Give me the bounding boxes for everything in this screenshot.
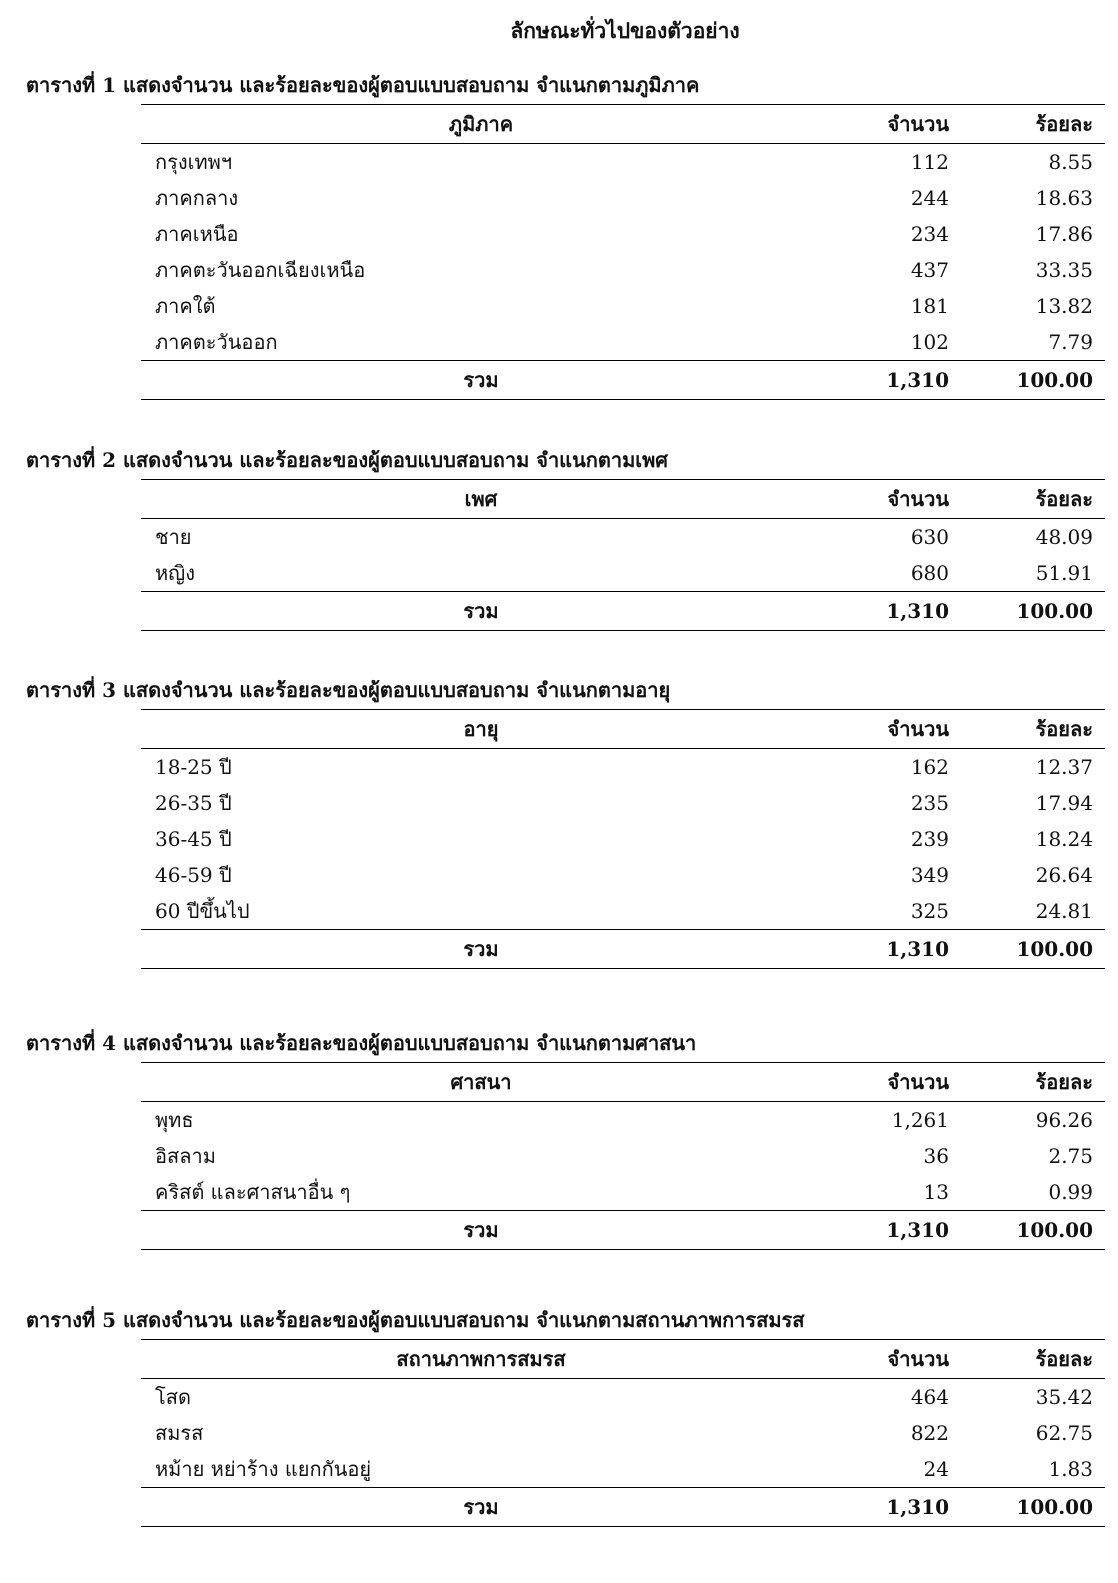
row-percent: 7.79 [1048,330,1093,354]
row-count: 464 [910,1385,949,1409]
table-row [141,821,1105,857]
row-label: ภาคตะวันออกเฉียงเหนือ [155,258,366,282]
table-row [141,555,1105,591]
table-caption: ตารางที่ 5 แสดงจำนวน และร้อยละของผู้ตอบแบบสอบถาม จำแนกตามสถานภาพการสมรส [26,1308,805,1332]
column-header-category: เพศ [464,487,498,511]
table-header-row [141,105,1105,144]
table-header-row [141,480,1105,519]
page-title: ลักษณะทั่วไปของตัวอย่าง [510,18,740,43]
table-row [141,519,1105,555]
row-count: 680 [910,561,949,585]
row-count: 630 [910,525,949,549]
total-label: รวม [463,368,499,392]
column-header-category: อายุ [463,717,499,741]
table-row [141,180,1105,216]
total-count: 1,310 [886,937,949,961]
column-header-category: สถานภาพการสมรส [396,1347,566,1371]
row-percent: 12.37 [1035,755,1093,779]
row-percent: 48.09 [1035,525,1093,549]
total-percent: 100.00 [1016,937,1093,961]
row-percent: 2.75 [1048,1144,1093,1168]
column-header-count: จำนวน [887,1347,949,1371]
total-percent: 100.00 [1016,1218,1093,1242]
table-row [141,1451,1105,1487]
row-count: 102 [910,330,949,354]
row-percent: 24.81 [1035,899,1093,923]
row-count: 325 [910,899,949,923]
column-header-percent: ร้อยละ [1035,717,1093,741]
row-percent: 18.63 [1035,186,1093,210]
row-percent: 96.26 [1035,1108,1093,1132]
table-total-row [141,929,1105,969]
table-caption: ตารางที่ 3 แสดงจำนวน และร้อยละของผู้ตอบแบบสอบถาม จำแนกตามอายุ [26,678,671,702]
row-label: โสด [155,1385,191,1409]
column-header-count: จำนวน [887,112,949,136]
table-row [141,749,1105,785]
table-row [141,857,1105,893]
row-count: 13 [923,1180,949,1204]
total-percent: 100.00 [1016,1495,1093,1519]
column-header-percent: ร้อยละ [1035,1070,1093,1094]
table-header-row [141,710,1105,749]
row-count: 1,261 [891,1108,949,1132]
table-row [141,893,1105,929]
table-caption: ตารางที่ 4 แสดงจำนวน และร้อยละของผู้ตอบแบบสอบถาม จำแนกตามศาสนา [26,1031,697,1055]
row-label: ภาคกลาง [155,186,239,210]
row-count: 349 [910,863,949,887]
table-row [141,144,1105,180]
data-table [141,1062,1105,1250]
table-row [141,1415,1105,1451]
row-count: 235 [910,791,949,815]
total-count: 1,310 [886,1495,949,1519]
column-header-percent: ร้อยละ [1035,487,1093,511]
total-label: รวม [463,1495,499,1519]
row-label: 46-59 ปี [155,863,232,887]
table-caption: ตารางที่ 2 แสดงจำนวน และร้อยละของผู้ตอบแบบสอบถาม จำแนกตามเพศ [26,448,668,472]
data-table [141,479,1105,631]
row-label: พุทธ [155,1108,194,1132]
table-row [141,216,1105,252]
table-row [141,1102,1105,1138]
total-count: 1,310 [886,368,949,392]
row-percent: 1.83 [1048,1457,1093,1481]
total-percent: 100.00 [1016,368,1093,392]
column-header-percent: ร้อยละ [1035,112,1093,136]
row-label: ภาคตะวันออก [155,330,278,354]
row-percent: 17.86 [1035,222,1093,246]
column-header-percent: ร้อยละ [1035,1347,1093,1371]
table-total-row [141,360,1105,400]
row-count: 181 [910,294,949,318]
table-row [141,1138,1105,1174]
row-label: หม้าย หย่าร้าง แยกกันอยู่ [155,1457,372,1481]
row-percent: 17.94 [1035,791,1093,815]
row-percent: 26.64 [1035,863,1093,887]
table-header-row [141,1340,1105,1379]
row-count: 36 [923,1144,949,1168]
row-label: อิสลาม [155,1144,216,1168]
table-row [141,785,1105,821]
row-label: 18-25 ปี [155,755,232,779]
row-count: 244 [910,186,949,210]
table-caption: ตารางที่ 1 แสดงจำนวน และร้อยละของผู้ตอบแบบสอบถาม จำแนกตามภูมิภาค [26,73,700,97]
row-label: หญิง [155,561,195,585]
row-label: สมรส [155,1421,204,1445]
row-percent: 0.99 [1048,1180,1093,1204]
table-row [141,252,1105,288]
row-percent: 8.55 [1048,150,1093,174]
row-label: 60 ปีขึ้นไป [155,899,250,923]
total-count: 1,310 [886,599,949,623]
data-table [141,709,1105,969]
data-table [141,1339,1105,1527]
row-count: 24 [923,1457,949,1481]
row-label: 36-45 ปี [155,827,232,851]
table-row [141,1379,1105,1415]
row-percent: 13.82 [1035,294,1093,318]
row-percent: 33.35 [1035,258,1093,282]
total-count: 1,310 [886,1218,949,1242]
table-row [141,324,1105,360]
table-row [141,288,1105,324]
row-percent: 62.75 [1035,1421,1093,1445]
row-count: 112 [910,150,949,174]
total-label: รวม [463,937,499,961]
column-header-count: จำนวน [887,1070,949,1094]
data-table [141,104,1105,400]
row-count: 239 [910,827,949,851]
row-percent: 51.91 [1035,561,1093,585]
row-count: 234 [910,222,949,246]
row-count: 162 [910,755,949,779]
row-count: 437 [910,258,949,282]
table-total-row [141,1487,1105,1527]
total-percent: 100.00 [1016,599,1093,623]
row-label: กรุงเทพฯ [155,150,233,174]
row-percent: 35.42 [1035,1385,1093,1409]
table-row [141,1174,1105,1210]
row-label: 26-35 ปี [155,791,232,815]
table-total-row [141,591,1105,631]
row-label: ชาย [155,525,192,549]
row-label: ภาคใต้ [155,294,216,318]
total-label: รวม [463,599,499,623]
column-header-count: จำนวน [887,487,949,511]
row-label: คริสต์ และศาสนาอื่น ๆ [155,1180,351,1204]
row-label: ภาคเหนือ [155,222,239,246]
row-count: 822 [910,1421,949,1445]
total-label: รวม [463,1218,499,1242]
table-header-row [141,1063,1105,1102]
column-header-count: จำนวน [887,717,949,741]
column-header-category: ศาสนา [450,1070,512,1094]
table-total-row [141,1210,1105,1250]
column-header-category: ภูมิภาค [448,112,514,136]
row-percent: 18.24 [1035,827,1093,851]
